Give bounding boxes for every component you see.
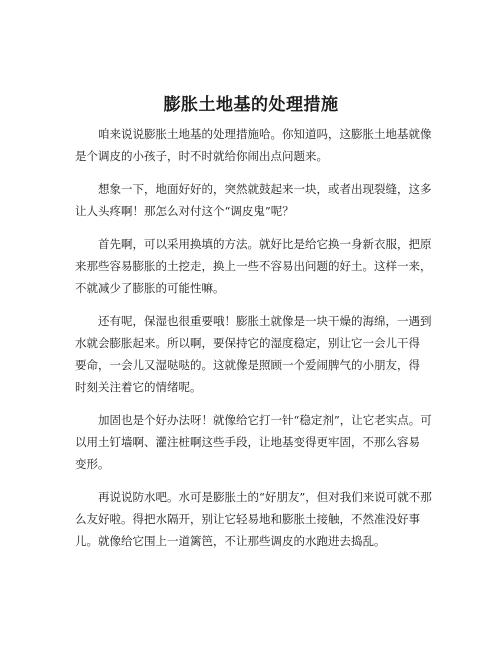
paragraph-line: 想象一下，地面好好的，突然就鼓起来一块，或者出现裂缝，这多	[75, 182, 432, 196]
paragraph-line: 是个调皮的小孩子，时不时就给你闹出点问题来。	[75, 149, 328, 163]
paragraph-line: 还有呢，保湿也很重要哦！膨胀土就像是一块干燥的海绵，一遇到	[75, 314, 432, 328]
paragraph-problem	[75, 178, 432, 222]
paragraph-line: 不就减少了膨胀的可能性嘛。	[75, 281, 225, 295]
paragraph-line: 时刻关注着它的情绪呢。	[75, 380, 202, 394]
paragraph-line: 让人头疼啊！那怎么对付这个“调皮鬼”呢？	[75, 204, 294, 218]
paragraph-line: 要命，一会儿又湿哒哒的。这就像是照顾一个爱闹脾气的小朋友，得	[75, 358, 420, 372]
paragraph-line: 变形。	[75, 457, 110, 471]
paragraph-line: 咱来说说膨胀土地基的处理措施哈。你知道吗，这膨胀土地基就像	[75, 127, 432, 141]
paragraph-reinforcement	[75, 409, 432, 475]
paragraph-line: 儿。就像给它围上一道篱笆，不让那些调皮的水跑进去捣乱。	[75, 534, 386, 548]
paragraph-waterproofing	[75, 486, 432, 552]
paragraph-line: 再说说防水吧。水可是膨胀土的“好朋友”，但对我们来说可就不那	[75, 490, 432, 504]
paragraph-line: 加固也是个好办法呀！就像给它打一针“稳定剂”，让它老实点。可	[75, 413, 432, 427]
paragraph-line: 来那些容易膨胀的土挖走，换上一些不容易出问题的好土。这样一来，	[75, 259, 432, 273]
paragraph-moisture	[75, 310, 432, 398]
paragraph-line: 么友好啦。得把水隔开，别让它轻易地和膨胀土接触，不然准没好事	[75, 512, 420, 526]
paragraph-line: 首先啊，可以采用换填的方法。就好比是给它换一身新衣服，把原	[75, 237, 432, 251]
paragraph-line: 以用土钉墙啊、灌注桩啊这些手段，让地基变得更牢固，不那么容易	[75, 435, 420, 449]
paragraph-replacement	[75, 233, 432, 299]
paragraph-intro	[75, 123, 432, 167]
document-title: 膨胀土地基的处理措施	[163, 95, 339, 115]
paragraph-line: 水就会膨胀起来。所以啊，要保持它的湿度稳定，别让它一会儿干得	[75, 336, 420, 350]
